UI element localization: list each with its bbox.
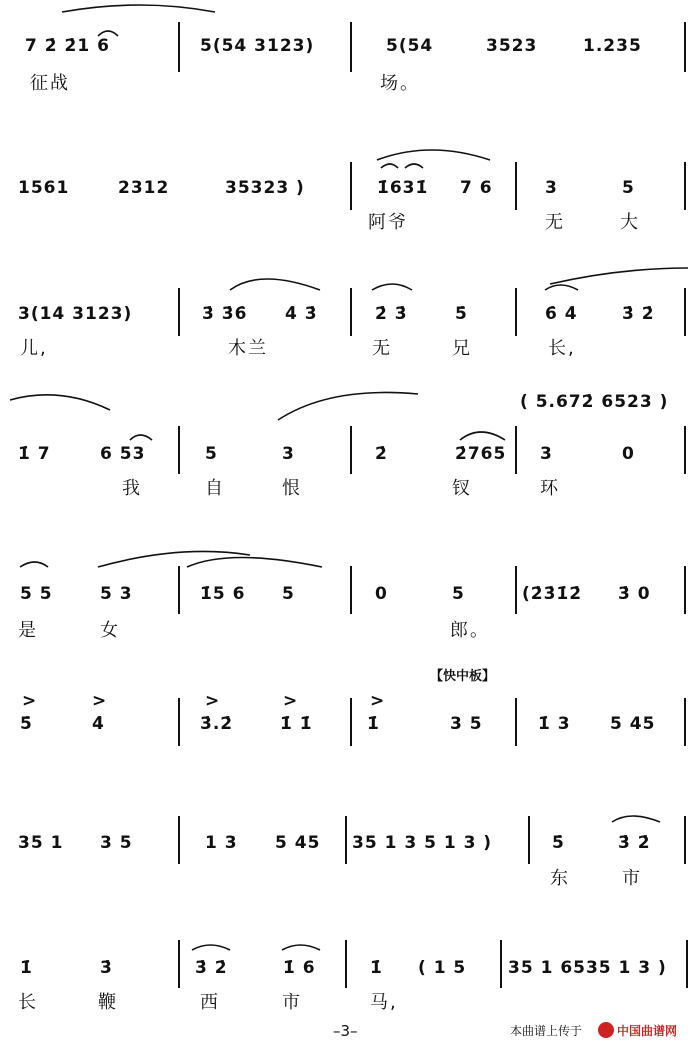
tempo-marking: 【快中板】 [430, 669, 496, 684]
lyric: 钗 [452, 478, 472, 499]
barline [684, 566, 686, 614]
barline [350, 22, 352, 72]
note-group: 3̇.2̇ [200, 714, 234, 734]
accent-mark: > [22, 691, 38, 711]
lyric: 无 [372, 338, 392, 359]
note-group: 1̇ 3 [538, 714, 571, 734]
note-group: 1̇631̇ [377, 178, 429, 198]
barline [345, 816, 347, 864]
barline [350, 162, 352, 210]
note-group: 3̇ 0 [618, 584, 651, 604]
instrumental-group: (2̇3̇1̇2̇ [522, 584, 583, 604]
note-group: 2̇ [375, 444, 388, 464]
lyric: 无 [545, 212, 565, 233]
barline [515, 698, 517, 746]
instrumental-group: ( 5.672̇ 6523 ) [520, 392, 669, 412]
note-group: 3̇ 3̇6̇ [202, 304, 248, 324]
upload-credit: 本曲谱上传于 [510, 1024, 583, 1038]
lyric: 我 [122, 478, 142, 499]
lyric: 西 [200, 992, 220, 1013]
barline [684, 426, 686, 474]
barline [515, 288, 517, 336]
lyric: 长, [548, 338, 576, 359]
barline [178, 940, 180, 988]
note-group: 3̇ 2̇ [622, 304, 655, 324]
instrumental-group: 35 1 6535 1 3 ) [508, 958, 667, 978]
lyric: 市 [282, 992, 302, 1013]
lyric: 儿, [20, 338, 48, 359]
note-group: 5 3 [100, 584, 133, 604]
lyric: 鞭 [98, 992, 118, 1013]
note-group: 3 [540, 444, 553, 464]
lyric: 环 [540, 478, 560, 499]
lyric: 征战 [30, 73, 70, 94]
note-group: 1 3 [205, 833, 238, 853]
note-group: 5̇ [20, 714, 33, 734]
lyric: 自 [205, 478, 225, 499]
barline [178, 22, 180, 72]
barline [500, 940, 502, 988]
lyric: 女 [100, 620, 120, 641]
note-group: 3(14 3123) [18, 304, 133, 324]
note-group: 6̇ 4̇ [545, 304, 578, 324]
lyric: 阿爷 [368, 212, 408, 233]
note-group: 4̇ [92, 714, 105, 734]
note-group: 5̇ [455, 304, 468, 324]
note-group: 1̇5 6 [200, 584, 246, 604]
note-group: 5(54 3123) [200, 36, 315, 56]
note-group: 3 5 [100, 833, 133, 853]
note-group: 5 [282, 584, 295, 604]
note-group: 5 [622, 178, 635, 198]
instrumental-group: 35 1 3 5 1 3 ) [352, 833, 493, 853]
barline [684, 816, 686, 864]
lyric: 大 [620, 212, 640, 233]
barline [350, 566, 352, 614]
barline [515, 162, 517, 210]
note-group: 5 [205, 444, 218, 464]
site-name[interactable]: 中国曲谱网 [617, 1024, 678, 1038]
note-group: 2̇765 [455, 444, 507, 464]
barline [345, 940, 347, 988]
lyric: 恨 [282, 478, 302, 499]
barline [684, 698, 686, 746]
note-group: 7 2̇ 2̇1 6 [25, 36, 110, 56]
note-group: 0 [622, 444, 635, 464]
note-group: 1̇ 6 [283, 958, 316, 978]
site-logo-icon [598, 1022, 614, 1038]
note-group: 2̇ 3̇ [375, 304, 408, 324]
note-group: 4̇ 3̇ [285, 304, 318, 324]
note-group: 3̇ 2̇ [195, 958, 228, 978]
note-group: 3̇ [100, 958, 113, 978]
note-group: 2312 [118, 178, 170, 198]
barline [515, 566, 517, 614]
lyric: 场。 [380, 73, 420, 94]
note-group: 0 [375, 584, 388, 604]
note-group: 3 5 [450, 714, 483, 734]
note-group: 1̇ 1̇ [280, 714, 313, 734]
lyric: 是 [18, 620, 38, 641]
note-group: 5 [452, 584, 465, 604]
barline [684, 22, 686, 72]
accent-mark: > [92, 691, 108, 711]
note-group: 1̇ [20, 958, 33, 978]
lyric: 长 [18, 992, 38, 1013]
note-group: 5(54 [386, 36, 434, 56]
barline [515, 426, 517, 474]
note-group: 5̇ [552, 833, 565, 853]
barline [178, 426, 180, 474]
lyric: 市 [622, 868, 642, 889]
note-group: 5 5 [20, 584, 53, 604]
note-group: 3̇ 2̇ [618, 833, 651, 853]
barline [684, 162, 686, 210]
lyric: 马, [370, 992, 398, 1013]
note-group: 1̇ [367, 714, 380, 734]
note-group: 35323 ) [225, 178, 305, 198]
accent-mark: > [205, 691, 221, 711]
barline [350, 288, 352, 336]
lyric: 郎。 [450, 620, 490, 641]
lyric: 木兰 [228, 338, 268, 359]
note-group: 1.235 [583, 36, 642, 56]
page-number: –3– [333, 1022, 358, 1040]
accent-mark: > [283, 691, 299, 711]
note-group: 1̇ [370, 958, 383, 978]
barline [178, 816, 180, 864]
instrumental-group: ( 1 5 [418, 958, 467, 978]
note-group: 1̇ 7 [18, 444, 51, 464]
lyric: 东 [550, 868, 570, 889]
note-group: 6 53 [100, 444, 146, 464]
barline [350, 426, 352, 474]
lyric: 兄 [452, 338, 472, 359]
note-group: 5 45 [610, 714, 656, 734]
barline [178, 288, 180, 336]
note-group: 7 6 [460, 178, 493, 198]
accent-mark: > [370, 691, 386, 711]
barline [178, 698, 180, 746]
note-group: 5 45 [275, 833, 321, 853]
barline [684, 288, 686, 336]
barline [178, 566, 180, 614]
note-group: 35 1 [18, 833, 64, 853]
barline [350, 698, 352, 746]
barline [686, 940, 688, 988]
barline [528, 816, 530, 864]
note-group: 1561 [18, 178, 70, 198]
note-group: 3 [545, 178, 558, 198]
note-group: 3 [282, 444, 295, 464]
note-group: 3523 [486, 36, 538, 56]
